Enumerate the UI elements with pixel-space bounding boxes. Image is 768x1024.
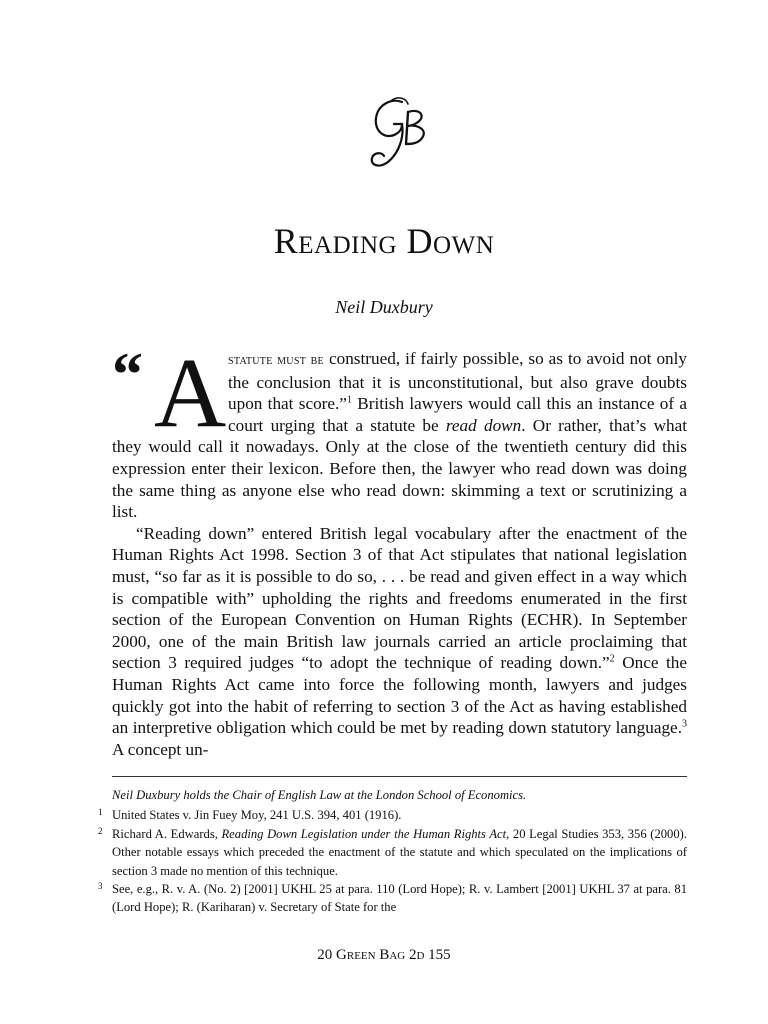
opening-text-continued: British lawyers would call this an instance of a court urging that a statute be [228,394,688,435]
footnote-1-text: United States v. Jin Fuey Moy, 241 U.S. 394, 401 (1916). [112,808,402,823]
article-author: Neil Duxbury [335,297,433,317]
footnotes [98,786,687,917]
article-title: Reading Down [273,221,495,261]
footnote-divider [112,776,687,777]
paragraph2-part3: A concept un- [112,739,209,759]
footnote-1 [98,806,687,824]
second-paragraph [112,523,687,761]
page-footer-citation: 20 Green Bag 2d 155 [317,947,451,963]
paragraph2-part1: “Reading down” entered British legal vocabulary after the enactment of the Human Rights Act 1998. Section 3 of that Act stipulates that national legislation must, “so far as it is possible to do so, . . . be read and given effect in a way which is compatible with” upholding the rights and freedoms enumerated in the first section of the European Convention on Human Rights (ECHR). In September 2000, one of the main British law journals carried an article proclaiming that section 3 required judges “to adopt the technique of reading down.” [112,523,687,673]
author-note: Neil Duxbury holds the Chair of English Law at the London School of Economics. [112,788,527,802]
opening-text-end: . Or rather, that’s what they would call it nowadays. Only at the close of the twentieth century did this expression enter their lexicon. Before then, the lawyer who read down was doing the same thing as anyone else who read down: skimming a text or scrutinizing a list. [112,415,687,522]
opening-quote-mark: “ [112,341,143,409]
article-body [112,337,688,760]
opening-paragraph [112,337,688,523]
footnote-2-text-post: , 20 Legal Studies 353, 356 (2000). Other notable essays which preceded the enactment of the statute and which speculated on the implications of section 3 made no mention of this technique. [112,826,687,878]
drop-cap-letter: A [154,337,227,448]
green-bag-logo-icon [358,96,438,172]
footnote-2-italic-title: Reading Down Legislation under the Human Rights Act [221,826,507,841]
footnote-2-number: 2 [98,825,103,836]
footnote-ref-3[interactable]: 3 [682,718,687,730]
footnote-ref-2[interactable]: 2 [609,653,615,665]
footnote-3-text: See, e.g., R. v. A. (No. 2) [2001] UKHL 25 at para. 110 (Lord Hope); R. v. Lambert [2001] UKHL 37 at para. 81 (Lord Hope); R. (Kariharan) v. Secretary of State for the [112,882,687,915]
footnote-ref-1[interactable]: 1 [346,394,352,406]
opening-small-caps: statute must be [228,353,324,368]
footnote-3-number: 3 [98,881,103,892]
footnote-1-number: 1 [98,807,103,818]
footnote-3 [98,880,687,917]
footnote-2-text-pre: Richard A. Edwards, [112,826,222,841]
drop-cap-block [112,337,228,448]
footnote-2 [98,825,687,880]
emphasis-read-down: read down [445,415,522,435]
opening-quote-text: construed, if fairly possible, so as to avoid not only the conclusion that it is unconstitutional, but also grave doubts upon that score.” [228,349,687,414]
paragraph2-part2: Once the Human Rights Act came into force the following month, lawyers and judges quickly got into the habit of referring to section 3 of the Act as having established an interpretive obligation which could be met by reading down statutory language. [112,653,687,738]
